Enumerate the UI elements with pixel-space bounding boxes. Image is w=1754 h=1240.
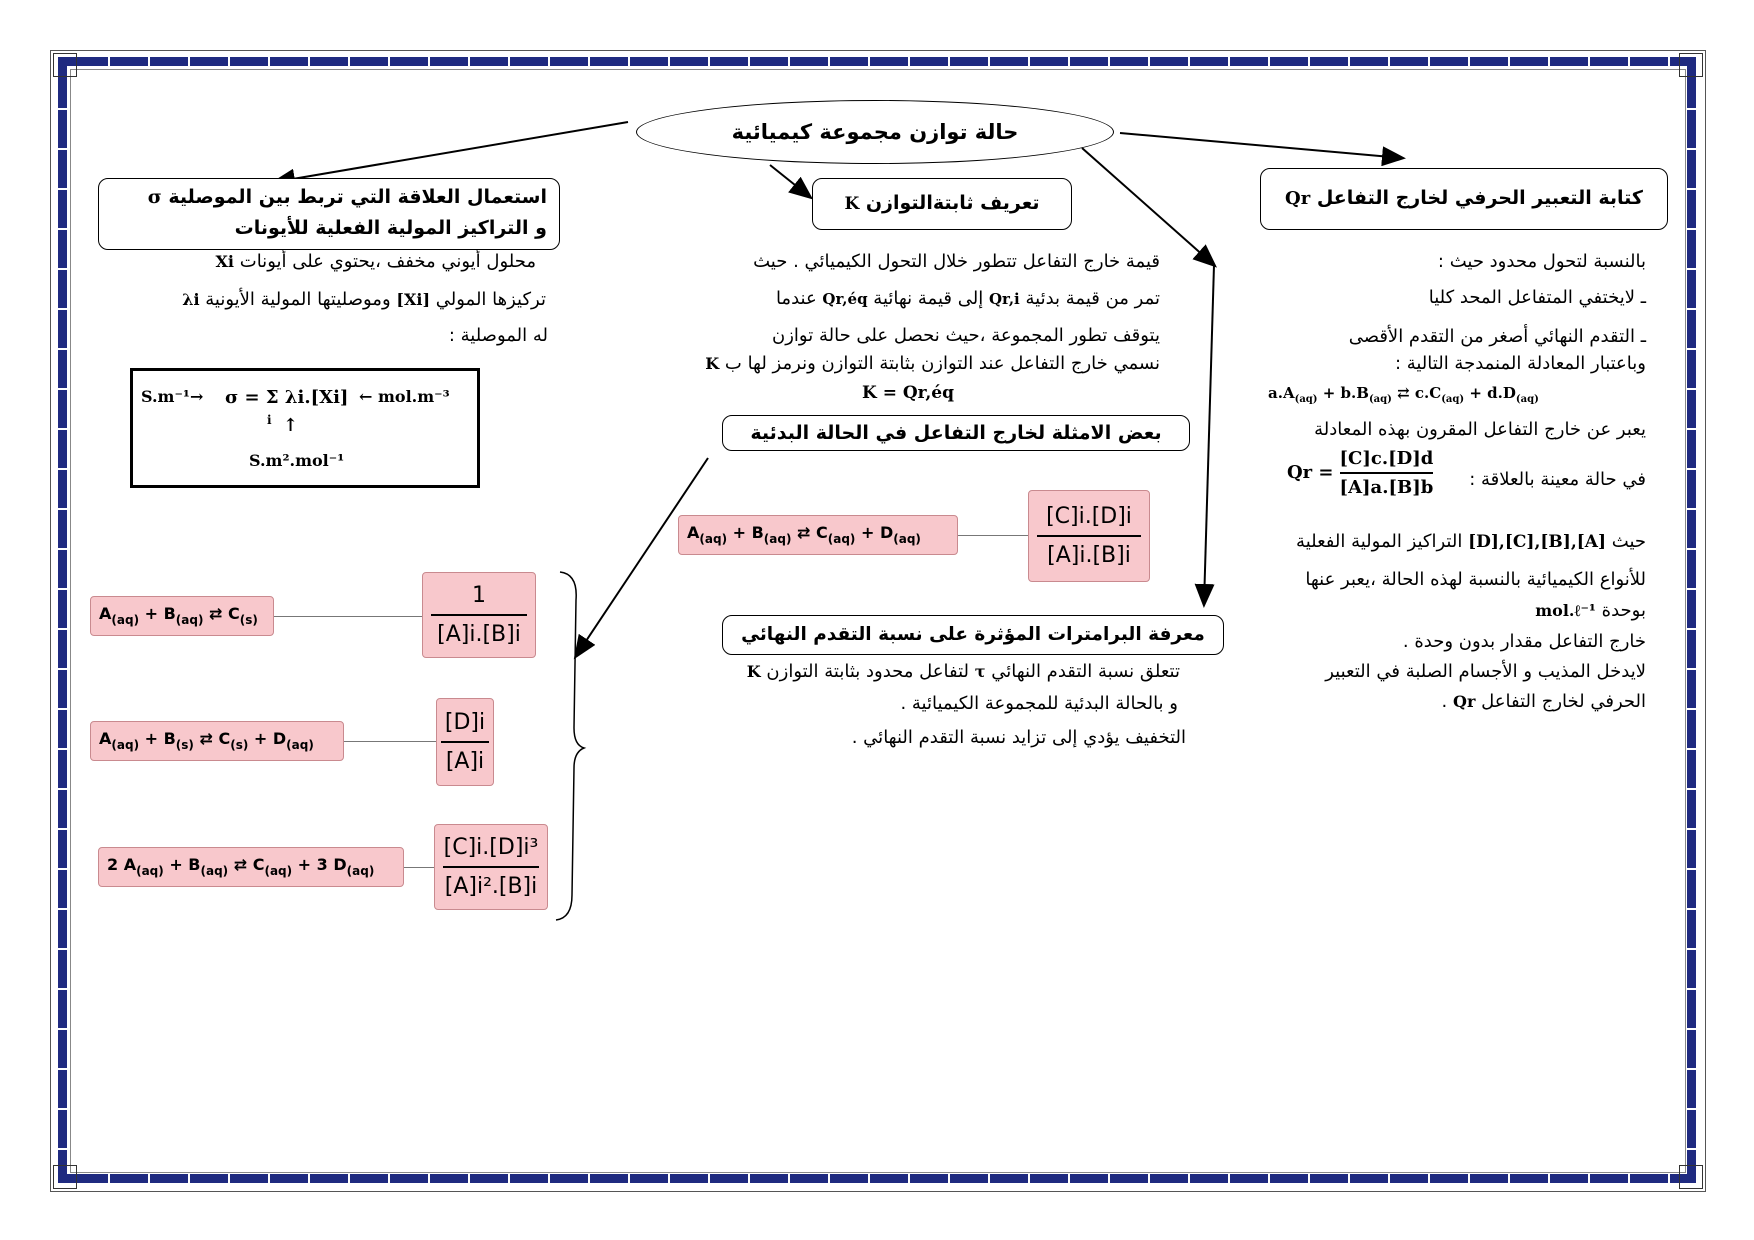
box-reaction-quotient: [1260, 168, 1668, 230]
box-reaction-quotient-label: كتابة التعبير الحرفي لخارج التفاعل: [1316, 187, 1643, 209]
formula-arrow-up: ↑: [283, 415, 299, 436]
right-col-l7-a: حيث: [1611, 531, 1646, 552]
right-col-l9-text: بوحدة: [1601, 600, 1646, 621]
mid-col-l2: [620, 287, 1160, 311]
example-eq-2: $A_{(aq)} + B_{(aq)}$ ⇄ $C_{(s)}$: [90, 596, 274, 636]
example-frac-1-num: [C]i.[D]i: [1046, 504, 1132, 530]
example-frac-3-num: [D]i: [444, 710, 486, 736]
formula-main: σ = Σ λi.[Xi]: [225, 387, 349, 408]
box-final-advancement-params: معرفة البرامترات المؤثرة على نسبة التقدم النهائي: [722, 615, 1224, 655]
arrow-to-examples: [576, 458, 708, 656]
ion-molar-conductivity: λi: [182, 290, 200, 309]
qr-formula: [1287, 448, 1433, 498]
example-frac-2-den: [A]i.[B]i: [437, 621, 521, 647]
arrow-to-definition: [770, 165, 810, 197]
example-frac-4-num: [C]i.[D]i³: [443, 835, 539, 861]
example-eq-1: $A_{(aq)} + B_{(aq)}$ ⇄ $C_{(aq)} + D_{(aq)}$: [678, 515, 958, 555]
right-col-l12-text: الحرفي لخارج التفاعل: [1481, 691, 1646, 712]
left-col-l2-a: تركيزها المولي: [435, 289, 546, 310]
right-col-species: [D],[C],[B],[A]: [1468, 532, 1607, 552]
qr-formula-denominator: [A]a.[B]b: [1339, 476, 1434, 498]
right-col-l5: يعبر عن خارج التفاعل المقرون بهذه المعادلة: [1314, 419, 1646, 440]
formula-unit-bottom: S.m².mol⁻¹: [249, 451, 345, 470]
page-title: حالة توازن مجموعة كيميائية: [731, 120, 1019, 144]
title-ellipse: [636, 100, 1114, 164]
box-equilibrium-constant: [812, 178, 1072, 230]
example-frac-4-den: [A]i².[B]i: [444, 873, 538, 899]
mid-col-l4: [600, 352, 1160, 376]
right-col-l4: وباعتبار المعادلة المنمدجة التالية :: [1394, 353, 1646, 374]
arrow-to-conductivity: [275, 122, 628, 182]
params-l1-a: تتعلق نسبة التقدم النهائي: [991, 661, 1180, 682]
example-frac-2: [422, 572, 536, 658]
right-col-l10: خارج التفاعل مقدار بدون وحدة .: [1402, 631, 1646, 652]
sigma-symbol: σ: [147, 186, 162, 208]
right-col-l9: [1226, 599, 1646, 623]
right-col-l1: بالنسبة لتحول محدود حيث :: [1437, 251, 1646, 272]
example-frac-3-den: [A]i: [445, 748, 485, 774]
right-col-l7: [1226, 530, 1646, 554]
qr-initial: Qr,i: [988, 290, 1020, 308]
general-equation: $a.A_{(aq)} + b.B_{(aq)}$ ⇄ $c.C_{(aq)} + d.D_{(aq)}$: [1268, 384, 1539, 405]
left-col-l2-b: وموصليتها المولية الأيونية: [205, 289, 391, 310]
formula-unit-left: S.m⁻¹→: [141, 387, 204, 406]
right-col-l2: ـ لايختفي المتفاعل المحد كليا: [1428, 287, 1646, 308]
qr-symbol: Qr: [1285, 188, 1311, 209]
mid-col-l4-text: نسمي خارج التفاعل عند التوازن بثابتة التوازن ونرمز لها ب: [724, 353, 1160, 374]
right-col-l7-b: التراكيز المولية الفعلية: [1296, 531, 1463, 552]
examples-brace: [556, 572, 584, 920]
example-1-connector: [958, 535, 1028, 536]
mid-col-l4-k: K: [705, 354, 720, 373]
ion-concentration: [Xi]: [396, 290, 431, 309]
conductivity-formula-box: [130, 368, 480, 488]
formula-unit-right: ← mol.m⁻³: [359, 387, 450, 406]
box-conductivity-line1: استعمال العلاقة التي تربط بين الموصلية: [168, 186, 547, 208]
formula-sum-index: i: [267, 413, 272, 427]
example-frac-2-num: 1: [472, 583, 486, 609]
example-2-connector: [274, 616, 422, 617]
example-4-connector: [404, 867, 434, 868]
mid-col-l1: قيمة خارج التفاعل تتطور خلال التحول الكيميائي . حيث: [753, 251, 1160, 272]
example-3-connector: [344, 741, 436, 742]
mid-col-l2-a: تمر من قيمة بدئية: [1025, 288, 1160, 309]
arrow-to-reaction-quotient: [1120, 133, 1402, 158]
example-eq-4: 2 $A_{(aq)} + B_{(aq)}$ ⇄ $C_{(aq)} + 3$ $D_{(aq)}$: [98, 847, 404, 887]
mid-col-l2-c: عندما: [775, 288, 817, 309]
k-symbol: K: [844, 194, 860, 214]
right-col-l12: [1226, 690, 1646, 714]
example-frac-3: [436, 698, 494, 786]
params-l2: و بالحالة البدئية للمجموعة الكيميائية .: [900, 693, 1178, 714]
left-col-l1: [100, 250, 536, 274]
k-equals-qreq: K = Qr,éq: [862, 383, 955, 403]
params-l3: التخفيف يؤدي إلى تزايد نسبة التقدم النهائي .: [851, 727, 1186, 748]
left-col-l2: [100, 288, 546, 312]
tau-symbol: τ: [974, 662, 986, 681]
right-col-l11: لايدخل المذيب و الأجسام الصلبة في التعبير: [1325, 661, 1646, 682]
box-examples-heading: بعض الامثلة لخارج التفاعل في الحالة البدئية: [722, 415, 1190, 451]
example-frac-1: [1028, 490, 1150, 582]
example-eq-3: $A_{(aq)} + B_{(s)}$ ⇄ $C_{(s)} + D_{(aq)}$: [90, 721, 344, 761]
arrow-to-params-down: [1204, 265, 1214, 604]
left-col-l1-text: محلول أيوني مخفف ،يحتوي على أيونات: [239, 251, 536, 272]
right-col-l6: في حالة معينة بالعلاقة :: [1469, 469, 1646, 490]
left-col-l3: له الموصلية :: [448, 325, 548, 346]
right-col-l12-symbol: Qr: [1453, 692, 1476, 711]
box-equilibrium-constant-label: تعريف ثابتةالتوازن: [865, 192, 1040, 214]
unit-mol-per-litre: mol.ℓ⁻¹: [1535, 601, 1596, 620]
params-l1-b: لتفاعل محدود بثابتة التوازن: [766, 661, 970, 682]
right-col-l12-end: .: [1441, 691, 1448, 712]
params-k-symbol: K: [746, 662, 761, 681]
qr-formula-label: Qr =: [1287, 462, 1334, 484]
box-conductivity-line2: و التراكيز المولية الفعلية للأيونات: [234, 217, 547, 239]
example-frac-4: [434, 824, 548, 910]
qr-formula-numerator: [C]c.[D]d: [1339, 448, 1434, 469]
box-conductivity: [98, 178, 560, 250]
example-frac-1-den: [A]i.[B]i: [1047, 542, 1131, 568]
qr-equilibrium: Qr,éq: [822, 290, 868, 308]
ion-xi: Xi: [215, 252, 235, 271]
arrow-to-params: [1082, 148, 1214, 265]
right-col-l8: للأنواع الكيميائية بالنسبة لهذه الحالة ،يعبر عنها: [1305, 569, 1646, 590]
params-l1: [620, 660, 1180, 684]
mid-col-l3: يتوقف تطور المجموعة ،حيث نحصل على حالة توازن: [772, 325, 1160, 346]
right-col-l3: ـ التقدم النهائي أصغر من التقدم الأقصى: [1348, 326, 1646, 347]
mid-col-l2-b: إلى قيمة نهائية: [873, 288, 984, 309]
